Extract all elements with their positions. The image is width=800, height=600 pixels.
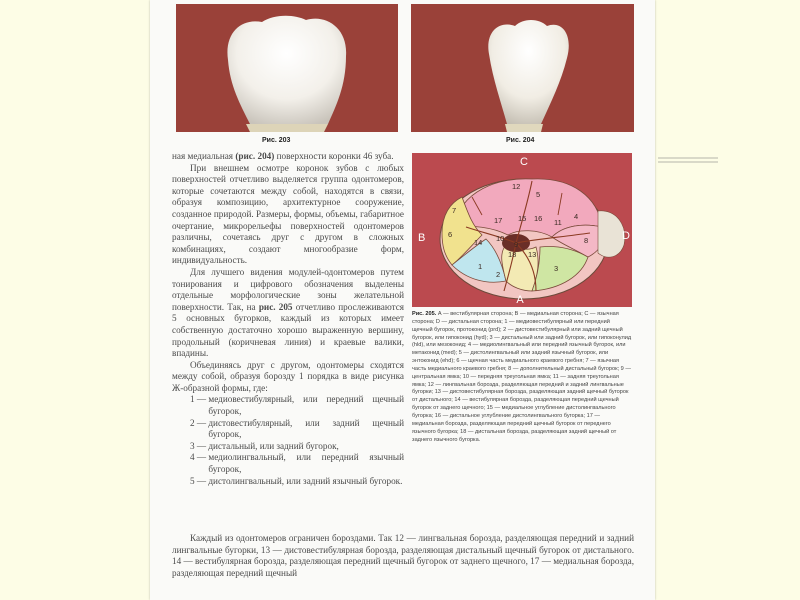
region-number: 6 bbox=[448, 230, 453, 239]
region-number: 14 bbox=[474, 238, 483, 247]
tooth-crown-vestibular-image bbox=[176, 4, 398, 132]
figure-204-caption: Рис. 204 bbox=[506, 137, 535, 144]
region-number: 11 bbox=[554, 218, 562, 227]
region-number: 13 bbox=[528, 250, 537, 259]
side-label-d: D bbox=[622, 230, 630, 242]
list-item: 3 — дистальный, или задний бугорок, bbox=[190, 440, 339, 451]
region-number: 9 bbox=[514, 240, 519, 249]
paragraph-3: Объединяясь друг с другом, одонтомеры сходятся между собой, образуя борозду 1 порядка в виде рисунка Ж-образной формы, где: bbox=[172, 359, 404, 393]
paragraph-intro: ная медиальная (рис. 204) поверхности коронки 46 зуба. bbox=[172, 151, 394, 161]
figure-205-diagram bbox=[412, 153, 632, 307]
paragraph-1: При внешнем осмотре коронок зубов с любых поверхностей отчетливо выделяется группа одонтомеров, которые сочетаются между собой, находятся в связи, образуя композицию, архитектурное сооружение, созданное природой. Размеры, формы, объемы, габаритное очертание, микрорельефы поверхностей одонтомеров различны, сочетаясь друг с другом в сложных комбинациях, создают многообразие форм, индивидуальность. bbox=[172, 162, 404, 266]
paragraph-bottom: Каждый из одонтомеров ограничен бороздами. Так 12 — лингвальная борозда, разделяющая передний и задний лингвальные бугорки, 13 — дистовестибулярная борозда, разделяющая дистальный щечный бугорок от дистального. 14 — вестибулярная борозда, разделяющая передний щечный бугорок от заднего щечного, 17 — медиальная борозда, разделяющая передний щечный bbox=[172, 533, 634, 578]
region-number: 18 bbox=[508, 250, 517, 259]
legend-text: А — вестибулярная сторона; В — медиальная сторона; С — язычная сторона; D — дистальная сторона; 1 — медиовестибулярный или передний щечный бугорок, протоконид (prd); 2 — дистовестибулярный или задний щечный бугорок, или гипоконид (hyd); 3 — дистальный или задний бугорок, или гипоконулид (hld), или мезоконид; 4 — медиолингвальный или передний язычный бугорок, или метаконид (med); 5 — дистолингвальный или задний язычный бугорок, или энтоконид (ehd); 6 — щечная часть медиального краевого гребня; 7 — язычная часть медиального краевого гребня; 8 — дополнительный дистальный бугорок; 9 — центральная ямка; 10 — передняя треугольная ямка; 11 — задняя треугольная ямка; 12 — лингвальная борозда, разделяющая передний и задний лингвальные бугорки; 13 — дистовестибулярная борозда, разделяющая задний щечный бугорок от дистального; 14 — вестибулярная борозда, разделяющая передний щечный бугорок от заднего щечного; 15 — медиальное углубление дистолингвального бугорка; 16 — дистальное углубление дистолингвального бугорка; 17 — медиальная борозда, разделяющая передний щечный бугорок от переднего язычного бугорка; 18 — дистальная борозда, разделяющая задний щечный от заднего язычного бугорка. bbox=[412, 311, 632, 443]
region-number: 2 bbox=[496, 270, 501, 279]
paragraph-2: Для лучшего видения модулей-одонтомеров путем тонирования и цифрового обозначения выделены отдельные морфологические зоны желательной поверхности. Так, на рис. 205 отчетливо прослеживаются 5 основных бугорков, каждый из которых имеет собственную достаточно хорошо выраженную вершину, продольный (коричневая линия) и краевые валики, впадины. bbox=[172, 266, 405, 359]
side-label-b: B bbox=[418, 232, 426, 244]
cusp-list bbox=[172, 394, 404, 487]
region-number: 8 bbox=[584, 236, 589, 245]
list-item: 4 — медиолингвальный, или передний язычный бугорок, bbox=[190, 452, 404, 475]
list-item: 5 — дистолингвальный, или задний язычный бугорок. bbox=[190, 475, 403, 486]
figure-205-reference: рис. 205 bbox=[258, 301, 293, 312]
legend-label: Рис. 205. bbox=[412, 311, 437, 317]
region-number: 10 bbox=[496, 234, 505, 243]
region-number: 12 bbox=[512, 182, 521, 191]
side-label-a: A bbox=[516, 294, 524, 306]
region-number: 7 bbox=[452, 206, 457, 215]
slide-accent-line bbox=[658, 157, 718, 159]
region-number: 15 bbox=[518, 214, 527, 223]
region-number: 1 bbox=[478, 262, 483, 271]
region-number: 5 bbox=[536, 190, 541, 199]
main-text-column bbox=[172, 151, 404, 487]
list-item: 2 — дистовестибулярный, или задний щечный бугорок, bbox=[190, 417, 404, 440]
side-label-c: C bbox=[520, 156, 528, 168]
region-number: 17 bbox=[494, 216, 503, 225]
slide-accent-line bbox=[658, 161, 718, 163]
book-page bbox=[150, 0, 655, 600]
figure-203-caption: Рис. 203 bbox=[262, 137, 291, 144]
region-number: 4 bbox=[574, 212, 579, 221]
region-number: 3 bbox=[554, 264, 559, 273]
bottom-text bbox=[172, 533, 634, 579]
figure-205-legend bbox=[412, 311, 632, 444]
figure-204-reference: (рис. 204) bbox=[235, 151, 275, 161]
figure-204-photo bbox=[411, 4, 634, 132]
figure-203-photo bbox=[176, 4, 398, 132]
tooth-crown-medial-image bbox=[411, 4, 634, 132]
occlusal-surface-diagram bbox=[412, 153, 632, 307]
list-item: 1 — медиовестибулярный, или передний щечный бугорок, bbox=[190, 394, 404, 417]
region-number: 16 bbox=[534, 214, 543, 223]
